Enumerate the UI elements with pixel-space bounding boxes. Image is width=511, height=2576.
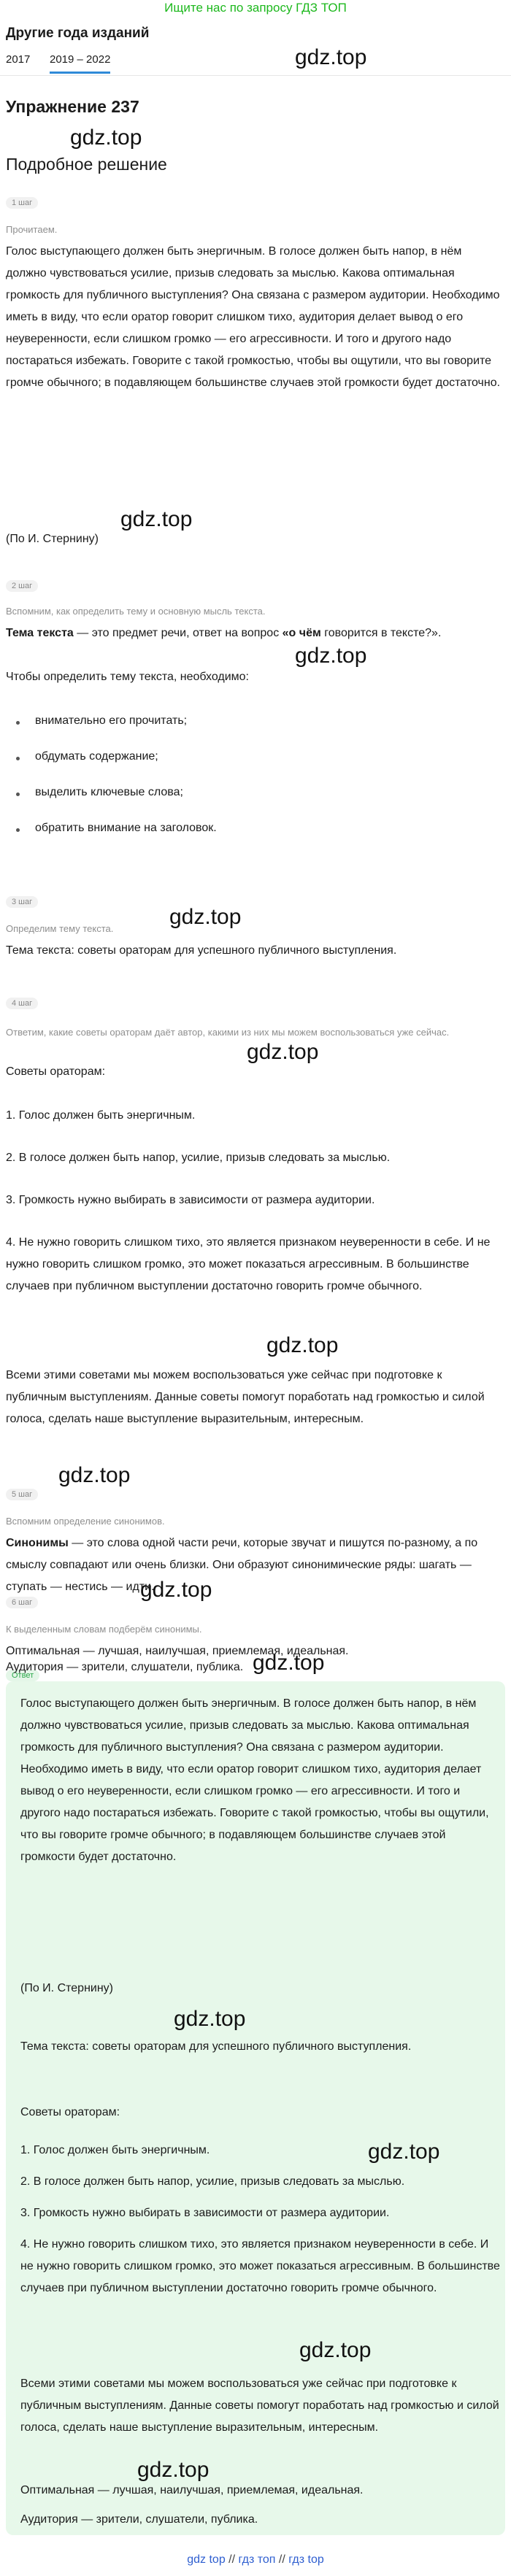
bullet: [16, 793, 20, 796]
step-hint: Ответим, какие советы ораторам даёт автор, какими из них мы можем воспользоваться уже сейчас.: [6, 1027, 450, 1038]
watermark: gdz.top: [140, 1578, 212, 1602]
list-intro: Чтобы определить тему текста, необходимо:: [6, 671, 249, 683]
watermark: gdz.top: [368, 2140, 440, 2164]
tips-summary: Всеми этими советами мы можем воспользоваться уже сейчас при подготовке к публичным выступлениям. Данные советы помогут поработать над громкостью и силой голоса, сделать наше выступление выразительным, интересным.: [6, 1369, 485, 1425]
footer-links: [0, 2553, 511, 2567]
exercise-title: Упражнение 237: [6, 97, 139, 116]
watermark: gdz.top: [266, 1333, 339, 1357]
footer-separator: //: [278, 2553, 285, 2566]
watermark: gdz.top: [137, 2458, 210, 2482]
footer-link[interactable]: гдз топ: [238, 2553, 276, 2566]
tip-item: 4. Не нужно говорить слишком тихо, это является признаком неуверенности в себе. И не нужно говорить слишком громко, это может показаться агрессивным. В большинстве случаев при публичном выступлении достаточно говорить громче обычного.: [6, 1236, 491, 1292]
definition-text: — это слова одной части речи, которые звучат и пишутся по-разному, а по смыслу совпадают или очень близки. Они образуют синонимические ряды: шагать — ступать — нестись — идти.: [6, 1537, 478, 1593]
divider: [0, 75, 511, 76]
answer-badge: Ответ: [6, 1670, 39, 1681]
watermark: gdz.top: [253, 1651, 325, 1675]
footer-link[interactable]: гдз top: [288, 2553, 324, 2566]
year-tab-2019-2022[interactable]: 2019 – 2022: [50, 53, 110, 74]
tip-item: 3. Громкость нужно выбирать в зависимости от размера аудитории.: [6, 1194, 375, 1206]
definition-text: говорится в тексте?».: [320, 627, 442, 639]
answer-tip-item: 4. Не нужно говорить слишком тихо, это является признаком неуверенности в себе. И не нужно говорить слишком громко, это может показаться агрессивным. В большинстве случаев при публичном выступлении достаточно говорить громче обычного.: [20, 2238, 500, 2294]
tip-item: 2. В голосе должен быть напор, усилие, призыв следовать за мыслью.: [6, 1152, 391, 1164]
watermark: gdz.top: [58, 1463, 131, 1487]
theme-definition: [6, 622, 502, 644]
watermark: gdz.top: [70, 126, 142, 150]
year-tab-2017[interactable]: 2017: [6, 53, 31, 66]
step-badge: 5 шаг: [6, 1489, 38, 1500]
footer-separator: //: [228, 2553, 236, 2566]
step-hint: Определим тему текста.: [6, 923, 114, 934]
watermark: gdz.top: [120, 507, 193, 531]
list-item: обдумать содержание;: [35, 750, 158, 763]
question-phrase: «о чём: [282, 627, 321, 639]
topic-text: Тема текста: советы ораторам для успешного публичного выступления.: [6, 944, 397, 957]
source-text: Голос выступающего должен быть энергичным. В голосе должен быть напор, в нём должно чувствоваться усилие, призыв следовать за мыслью. Какова оптимальная громкость для публичного выступления? Она связана с размером аудитории. Необходимо иметь в виду, что если оратор говорит слишком тихо, аудитория делает вывод о его неуверенности, если слишком громко — его агрессивности. И того и другого надо постараться избежать. Говорите с такой громкостью, чтобы вы ощутили, что вы говорите громче обычного; в подавляющем большинстве случаев этой громкости будет достаточно.: [6, 245, 501, 389]
answer-author: (По И. Стернину): [20, 1982, 113, 1994]
bullet: [16, 721, 20, 725]
term-synonyms: Синонимы: [6, 1537, 69, 1549]
watermark: gdz.top: [299, 2338, 372, 2362]
answer-tip-item: 1. Голос должен быть энергичным.: [20, 2144, 210, 2156]
answer-source-text: Голос выступающего должен быть энергичным. В голосе должен быть напор, в нём должно чувствоваться усилие, призыв следовать за мыслью. Какова оптимальная громкость для публичного выступления? Она связана с размером аудитории. Необходимо иметь в виду, что если оратор говорит слишком тихо, аудитория делает вывод о его неуверенности, если слишком громко — его агрессивности. И того и другого надо постараться избежать. Говорите с такой громкостью, чтобы вы ощутили, что вы говорите громче обычного; в подавляющем большинстве случаев этой громкости будет достаточно.: [20, 1697, 489, 1863]
bullet: [16, 757, 20, 760]
list-item: обратить внимание на заголовок.: [35, 822, 217, 834]
synonym-line: Оптимальная — лучшая, наилучшая, приемлемая, идеальная.: [6, 1645, 349, 1657]
watermark: gdz.top: [247, 1040, 319, 1064]
step-hint: К выделенным словам подберём синонимы.: [6, 1624, 202, 1635]
step-badge: 2 шаг: [6, 580, 38, 592]
definition-text: — это предмет речи, ответ на вопрос: [73, 627, 283, 639]
other-years-title: Другие года изданий: [6, 26, 150, 41]
watermark: gdz.top: [295, 45, 367, 69]
step-badge: 3 шаг: [6, 896, 38, 908]
source-author: (По И. Стернину): [6, 533, 99, 545]
bullet: [16, 828, 20, 832]
answer-synonym-line: Аудитория — зрители, слушатели, публика.: [20, 2513, 258, 2526]
synonyms-definition: [6, 1532, 502, 1598]
tips-heading: Советы ораторам:: [6, 1065, 106, 1078]
watermark: gdz.top: [295, 644, 367, 668]
step-badge: 1 шаг: [6, 197, 38, 209]
list-item: выделить ключевые слова;: [35, 786, 183, 798]
answer-summary: Всеми этими советами мы можем воспользоваться уже сейчас при подготовке к публичным выступлениям. Данные советы помогут поработать над громкостью и силой голоса, сделать наше выступление выразительным, интересным.: [20, 2378, 499, 2434]
search-promo-link[interactable]: Ищите нас по запросу ГДЗ ТОП: [164, 1, 347, 15]
answer-synonym-line: Оптимальная — лучшая, наилучшая, приемлемая, идеальная.: [20, 2484, 364, 2496]
step-badge: 4 шаг: [6, 998, 38, 1009]
answer-tips-heading: Советы ораторам:: [20, 2106, 120, 2118]
step-badge: 6 шаг: [6, 1597, 38, 1608]
watermark: gdz.top: [169, 905, 242, 929]
answer-tip-item: 2. В голосе должен быть напор, усилие, призыв следовать за мыслью.: [20, 2175, 405, 2188]
answer-tip-item: 3. Громкость нужно выбирать в зависимости от размера аудитории.: [20, 2207, 390, 2219]
synonym-line: Аудитория — зрители, слушатели, публика.: [6, 1661, 244, 1673]
solution-title: Подробное решение: [6, 155, 167, 174]
list-item: внимательно его прочитать;: [35, 714, 188, 727]
term-theme: Тема текста: [6, 627, 74, 639]
answer-topic: Тема текста: советы ораторам для успешного публичного выступления.: [20, 2040, 412, 2053]
step-hint: Вспомним, как определить тему и основную мысль текста.: [6, 606, 266, 617]
step-hint: Вспомним определение синонимов.: [6, 1516, 165, 1527]
tip-item: 1. Голос должен быть энергичным.: [6, 1109, 196, 1122]
step-hint: Прочитаем.: [6, 224, 58, 235]
watermark: gdz.top: [174, 2007, 246, 2031]
footer-link[interactable]: gdz top: [187, 2553, 226, 2566]
